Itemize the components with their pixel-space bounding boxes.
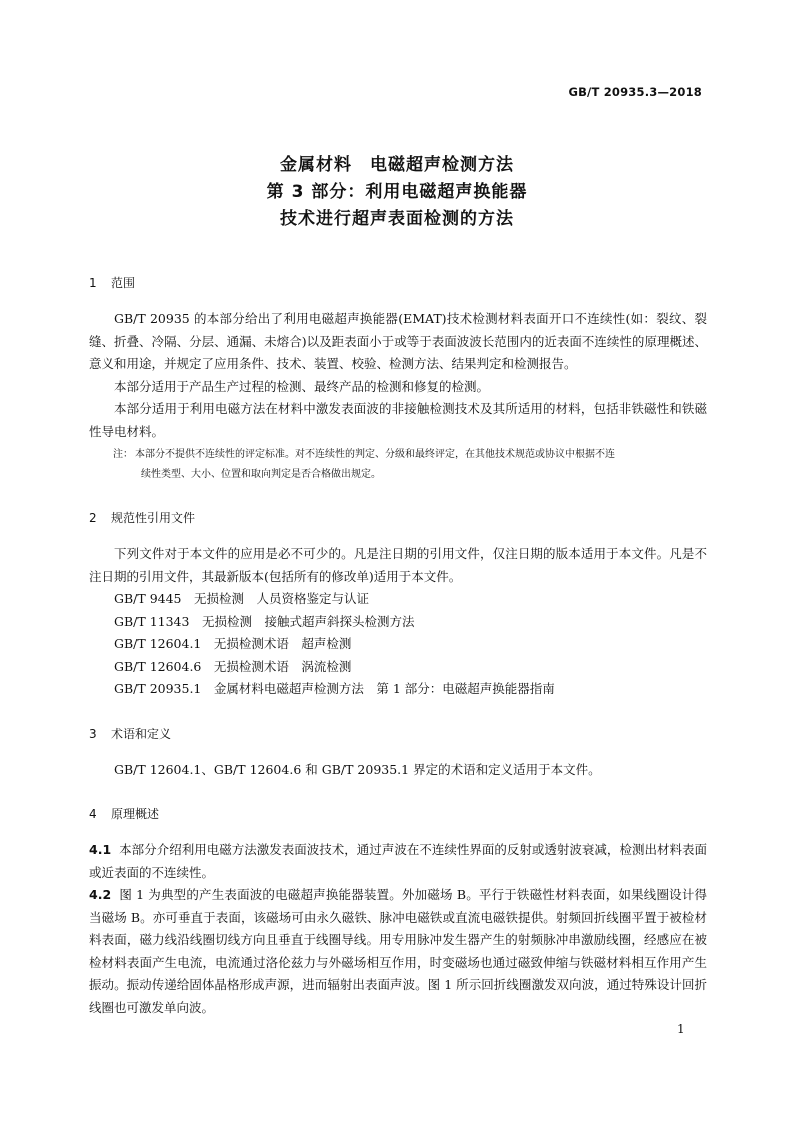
section-title: 规范性引用文件 xyxy=(111,511,196,525)
reference-item: GB/T 12604.6 无损检测术语 涡流检测 xyxy=(114,658,352,674)
note-line-1: 本部分不提供不连续性的评定标准。对不连续性的判定、分级和最终评定，在其他技术规范或协议中根据不连 xyxy=(135,449,615,460)
section-number: 2 xyxy=(89,511,97,525)
clause-text: 本部分介绍利用电磁方法激发表面波技术，通过声波在不连续性界面的反射或透射波衰减，检测出材料表面或近表面的不连续性。 xyxy=(89,842,707,880)
section-title: 术语和定义 xyxy=(111,726,172,741)
clause-4-2 xyxy=(89,884,707,1019)
scope-paragraph-1: GB/T 20935 的本部分给出了利用电磁超声换能器(EMAT)技术检测材料表面开口不连续性(如：裂纹、裂缝、折叠、冷隔、分层、通漏、未熔合)以及距表面小于或等于表面波波长范围内的近表面不连续性的原理概述、意义和用途，并规定了应用条件、技术、装置、校验、检测方法、结果判定和检测报告。 xyxy=(89,311,707,371)
scope-paragraph-2: 本部分适用于产品生产过程的检测、最终产品的检测和修复的检测。 xyxy=(114,378,490,394)
section-2-heading xyxy=(89,507,707,529)
reference-item: GB/T 20935.1 金属材料电磁超声检测方法 第 1 部分：电磁超声换能器指南 xyxy=(114,681,555,696)
note-line-2: 续性类型、大小、位置和取向判定是否合格做出规定。 xyxy=(141,469,381,480)
title-line-3: 技术进行超声表面检测的方法 xyxy=(280,209,514,229)
scope-note xyxy=(113,445,707,485)
page-number: 1 xyxy=(677,1022,685,1036)
references-intro: 下列文件对于本文件的应用是必不可少的。凡是注日期的引用文件，仅注日期的版本适用于本文件。凡是不注日期的引用文件，其最新版本(包括所有的修改单)适用于本文件。 xyxy=(89,546,707,584)
clause-number: 4.1 xyxy=(89,842,112,857)
clause-number: 4.2 xyxy=(89,887,112,902)
reference-item: GB/T 11343 无损检测 接触式超声斜探头检测方法 xyxy=(114,613,415,629)
section-1-heading xyxy=(89,272,707,294)
reference-item: GB/T 9445 无损检测 人员资格鉴定与认证 xyxy=(114,591,370,606)
clause-text: 图 1 为典型的产生表面波的电磁超声换能器装置。外加磁场 B。平行于铁磁性材料表面，如果线圈设计得当磁场 B。亦可垂直于表面，该磁场可由永久磁铁、脉冲电磁铁或直流电磁铁提供。射频回折线圈平置于被检材料表面，磁力线沿线圈切线方向且垂直于线圈导线。用专用脉冲发生器产生的射频脉冲串激励线圈，经感应在被检材料表面产生电流，电流通过洛伦兹力与外磁场相互作用，时变磁场也通过磁致伸缩与铁磁材料相互作用产生振动。振动传递给固体晶格形成声源，进而辐射出表面声波。图 1 所示回折线圈激发双向波，通过特殊设计回折线圈也可激发单向波。 xyxy=(89,887,707,1015)
section-4-heading xyxy=(89,803,707,825)
scope-paragraph-3: 本部分适用于利用电磁方法在材料中激发表面波的非接触检测技术及其所适用的材料，包括非铁磁性和铁磁性导电材料。 xyxy=(89,401,707,439)
document-title xyxy=(0,152,794,233)
reference-item: GB/T 12604.1 无损检测术语 超声检测 xyxy=(114,636,352,651)
terms-paragraph: GB/T 12604.1、GB/T 12604.6 和 GB/T 20935.1 界定的术语和定义适用于本文件。 xyxy=(114,761,601,777)
section-number: 1 xyxy=(89,276,97,290)
section-title: 范围 xyxy=(111,276,136,290)
title-line-2: 第 3 部分：利用电磁超声换能器 xyxy=(266,182,528,202)
section-number: 4 xyxy=(89,807,97,821)
section-title: 原理概述 xyxy=(111,807,160,821)
section-3-heading xyxy=(89,723,707,745)
section-number: 3 xyxy=(89,726,97,741)
title-line-1: 金属材料 电磁超声检测方法 xyxy=(280,155,514,175)
document-body xyxy=(89,272,707,1019)
clause-4-1 xyxy=(89,839,707,884)
standard-number: GB/T 20935.3—2018 xyxy=(568,85,702,99)
note-label: 注： xyxy=(113,449,133,460)
